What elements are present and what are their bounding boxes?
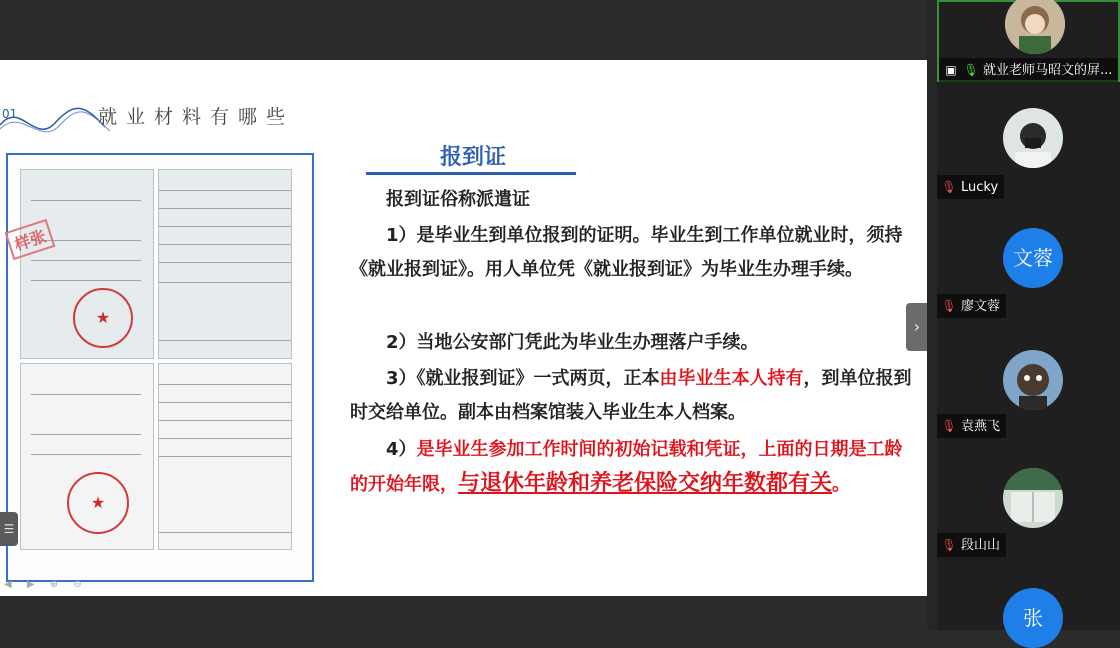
paragraph-segment: 报到证俗称派遣证 [386,189,530,210]
microphone-on-icon: 🎙 [963,63,979,77]
paragraph-segment: 3）《就业报到证》一式两页，正本 [386,368,660,389]
participant-name-bar [937,533,1006,557]
slide-heading: 报到证 [440,145,507,170]
participant-name: Lucky [961,180,999,195]
participant-tile[interactable] [937,456,1120,568]
top-bar [0,0,927,60]
paragraph [350,219,912,287]
heading-underline [366,172,576,175]
doc-page-top-left [20,169,154,359]
avatar: 张 [1003,588,1063,648]
microphone-muted-icon: 🎙 [941,299,957,313]
paragraph [350,433,912,502]
slide-control-icons[interactable]: ◀ ▶ ⊕ ⊖ [4,579,88,590]
section-number: 01 [2,107,18,121]
doc-page-bottom-left [20,363,154,550]
paragraph-segment: 4） [386,439,417,460]
microphone-muted-icon: 🎙 [941,419,957,433]
microphone-muted-icon: 🎙 [941,180,957,194]
section-title: 就业材料有哪些 [98,106,295,128]
avatar [1003,468,1063,528]
paragraph-segment: ，到单位报到时交给单位。副本由档案馆装入毕业生本人档案。 [350,368,912,423]
avatar: 文蓉 [1003,228,1063,288]
panel-divider[interactable] [927,0,937,630]
paragraph-segment: 与退休年龄和养老保险交纳年数都有关 [458,471,833,496]
red-seal [73,288,133,348]
doc-page-bottom-right [158,363,292,550]
sample-stamp: 样张 [5,219,56,260]
report-certificate-image [6,153,314,582]
participant-tile[interactable] [937,576,1120,630]
participant-name: 袁燕飞 [961,419,1001,434]
doc-page-top-right [158,169,292,359]
avatar [1005,0,1065,54]
participant-tile[interactable] [937,0,1120,82]
paragraph-segment: 由毕业生本人持有 [659,368,804,389]
paragraph-segment: 是毕业生参加工作时间的初始记载和凭证，上面的日期是工龄的开始年限， [350,439,903,495]
participant-name: 段山山 [961,538,1001,553]
screen-share-icon: ▣ [945,63,957,77]
paragraph [350,362,912,430]
paragraph [350,183,912,217]
participant-name-bar [939,58,1118,82]
paragraph-segment: 1）是毕业生到单位报到的证明。毕业生到工作单位就业时，须持《就业报到证》。用人单位凭《就业报到证》为毕业生办理手续。 [350,225,903,280]
participant-name-bar [937,414,1006,438]
participant-tile[interactable] [937,96,1120,208]
microphone-muted-icon: 🎙 [941,538,957,552]
participant-name-bar [937,175,1004,199]
participant-name-bar [937,294,1006,318]
participant-tile[interactable] [937,336,1120,448]
participant-name: 廖文蓉 [961,299,1001,314]
paragraph-segment: 2）当地公安部门凭此为毕业生办理落户手续。 [386,332,759,353]
participant-panel [937,0,1120,630]
avatar [1003,108,1063,168]
paragraph-segment: 。 [832,474,851,495]
red-seal [67,472,129,534]
paragraph [350,326,912,360]
participant-tile[interactable] [937,216,1120,328]
next-slide-button[interactable]: › [906,303,928,351]
avatar [1003,350,1063,410]
bottom-bar [0,596,927,630]
participant-name: 就业老师马昭文的屏... [983,63,1113,78]
side-menu-toggle[interactable]: ☰ [0,512,18,546]
shared-slide [0,60,927,596]
